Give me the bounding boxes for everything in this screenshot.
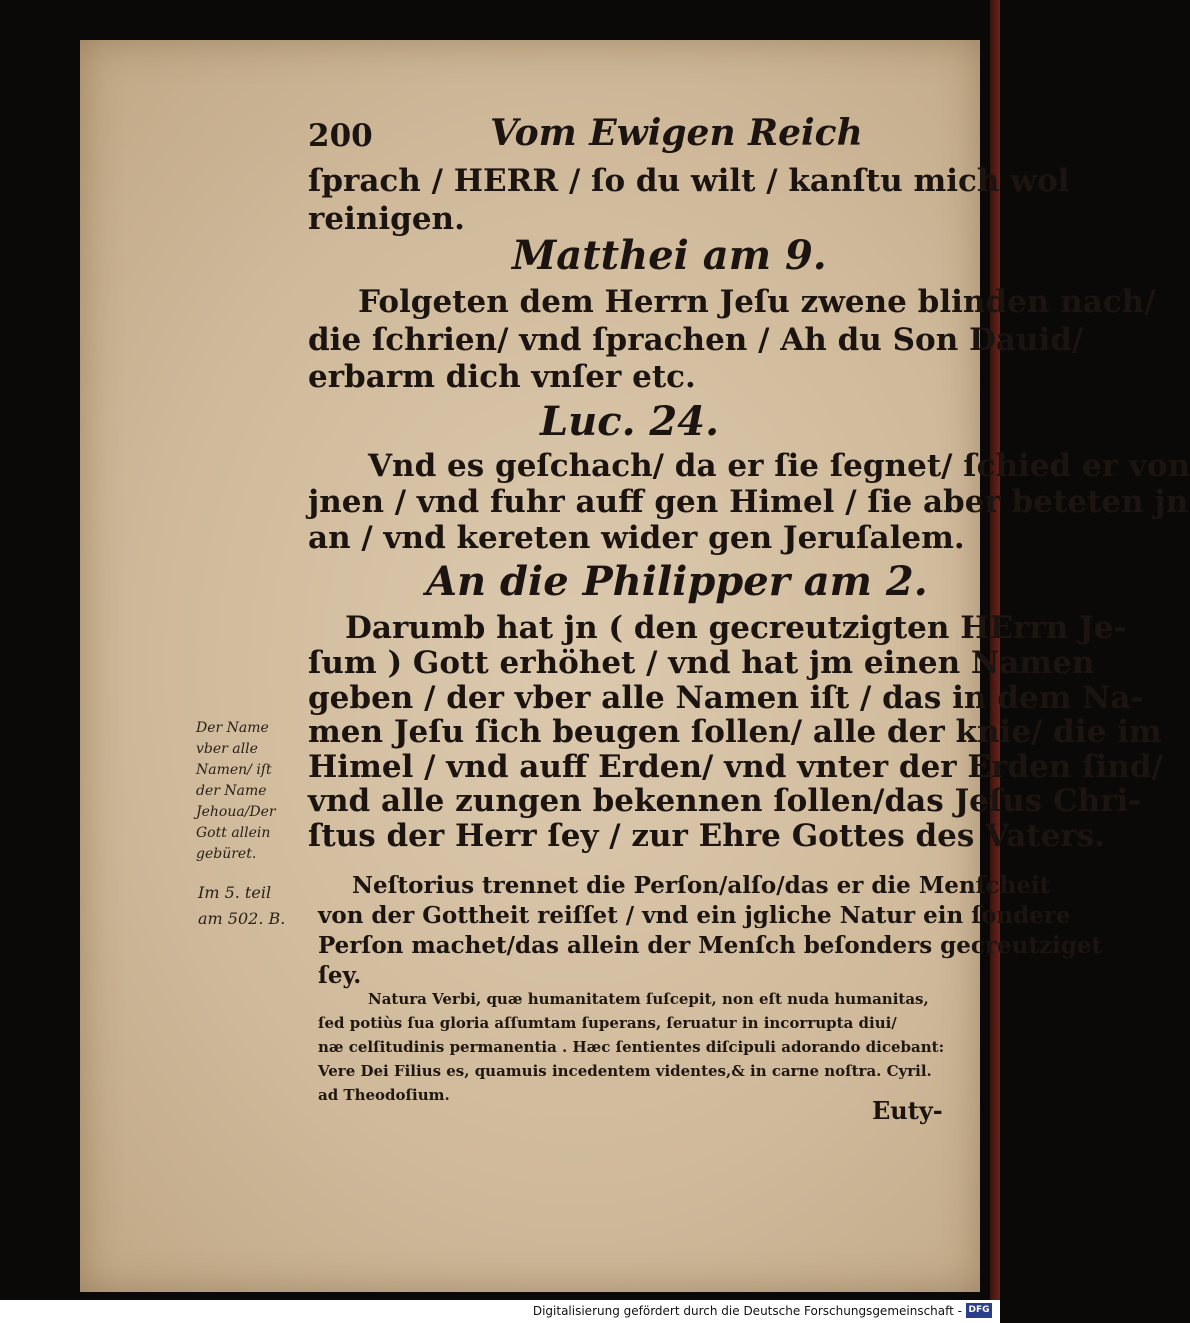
text-line: Perſon machet/das allein der Menſch beſonders gecreutziget: [318, 932, 1103, 959]
latin-quote-line: ſed potiùs ſua gloria aſſumtam ſuperans, ſeruatur in incorrupta diui/: [318, 1014, 897, 1032]
margin-note: Der Name vber alle Namen/ iſt der Name Jehoua/Der Gott allein gebüret.: [196, 720, 276, 862]
latin-quote-line: Vere Dei Filius es, quamuis incedentem videntes,& in carne noſtra. Cyril.: [318, 1062, 932, 1080]
text-line: Neſtorius trennet die Perſon/alſo/das er die Menſcheit: [352, 872, 1051, 899]
text-line: ſey.: [318, 962, 362, 989]
section-heading: An die Philipper am 2.: [426, 558, 928, 605]
text-line: erbarm dich vnſer etc.: [308, 359, 696, 395]
text-line: ſtus der Herr ſey / zur Ehre Gottes des Vaters.: [308, 818, 1106, 854]
text-line: geben / der vber alle Namen iſt / das in dem Na-: [308, 680, 1144, 716]
text-line: Folgeten dem Herrn Jeſu zwene blinden nach/: [358, 284, 1156, 320]
text-line: reinigen.: [308, 201, 465, 237]
section-heading: Matthei am 9.: [512, 232, 827, 279]
text-line: vnd alle zungen bekennen ſollen/das Jeſus Chri-: [308, 783, 1142, 819]
latin-quote-line: ad Theodoſium.: [318, 1086, 450, 1104]
text-line: von der Gottheit reiſſet / vnd ein jgliche Natur ein ſondere: [318, 902, 1071, 929]
text-line: Vnd es geſchach/ da er ſie ſegnet/ ſchied er von: [368, 448, 1190, 484]
latin-quote-line: næ celſitudinis permanentia . Hæc ſentientes diſcipuli adorando dicebant:: [318, 1038, 945, 1056]
text-line: an / vnd kereten wider gen Jeruſalem.: [308, 520, 965, 556]
text-line: die ſchrien/ vnd ſprachen / Ah du Son Dauid/: [308, 322, 1084, 358]
catchword: Euty-: [872, 1096, 943, 1125]
text-line: ſprach / HERR / ſo du wilt / kanſtu mich wol: [308, 163, 1070, 199]
latin-quote-line: Natura Verbi, quæ humanitatem ſuſcepit, non eſt nuda humanitas,: [368, 990, 929, 1008]
text-line: Himel / vnd auff Erden/ vnd vnter der Erden ſind/: [308, 749, 1163, 785]
text-line: jnen / vnd fuhr auff gen Himel / ſie aber beteten jn: [308, 484, 1189, 520]
running-title: Vom Ewigen Reich: [490, 112, 863, 154]
text-line: ſum ) Gott erhöhet / vnd hat jm einen Namen: [308, 645, 1095, 681]
text-line: Darumb hat jn ( den gecreutzigten HErrn Je-: [345, 610, 1127, 646]
text-line: men Jeſu ſich beugen ſollen/ alle der knie/ die im: [308, 714, 1162, 750]
section-heading: Luc. 24.: [540, 398, 720, 445]
footer-credit: Digitalisierung gefördert durch die Deutsche Forschungsgemeinschaft -: [532, 1304, 962, 1318]
dfg-logo: DFG: [966, 1303, 992, 1318]
margin-note: Im 5. teil am 502. B.: [198, 883, 286, 928]
footer-bar: [0, 1300, 1000, 1323]
page-number: 200: [308, 118, 373, 154]
